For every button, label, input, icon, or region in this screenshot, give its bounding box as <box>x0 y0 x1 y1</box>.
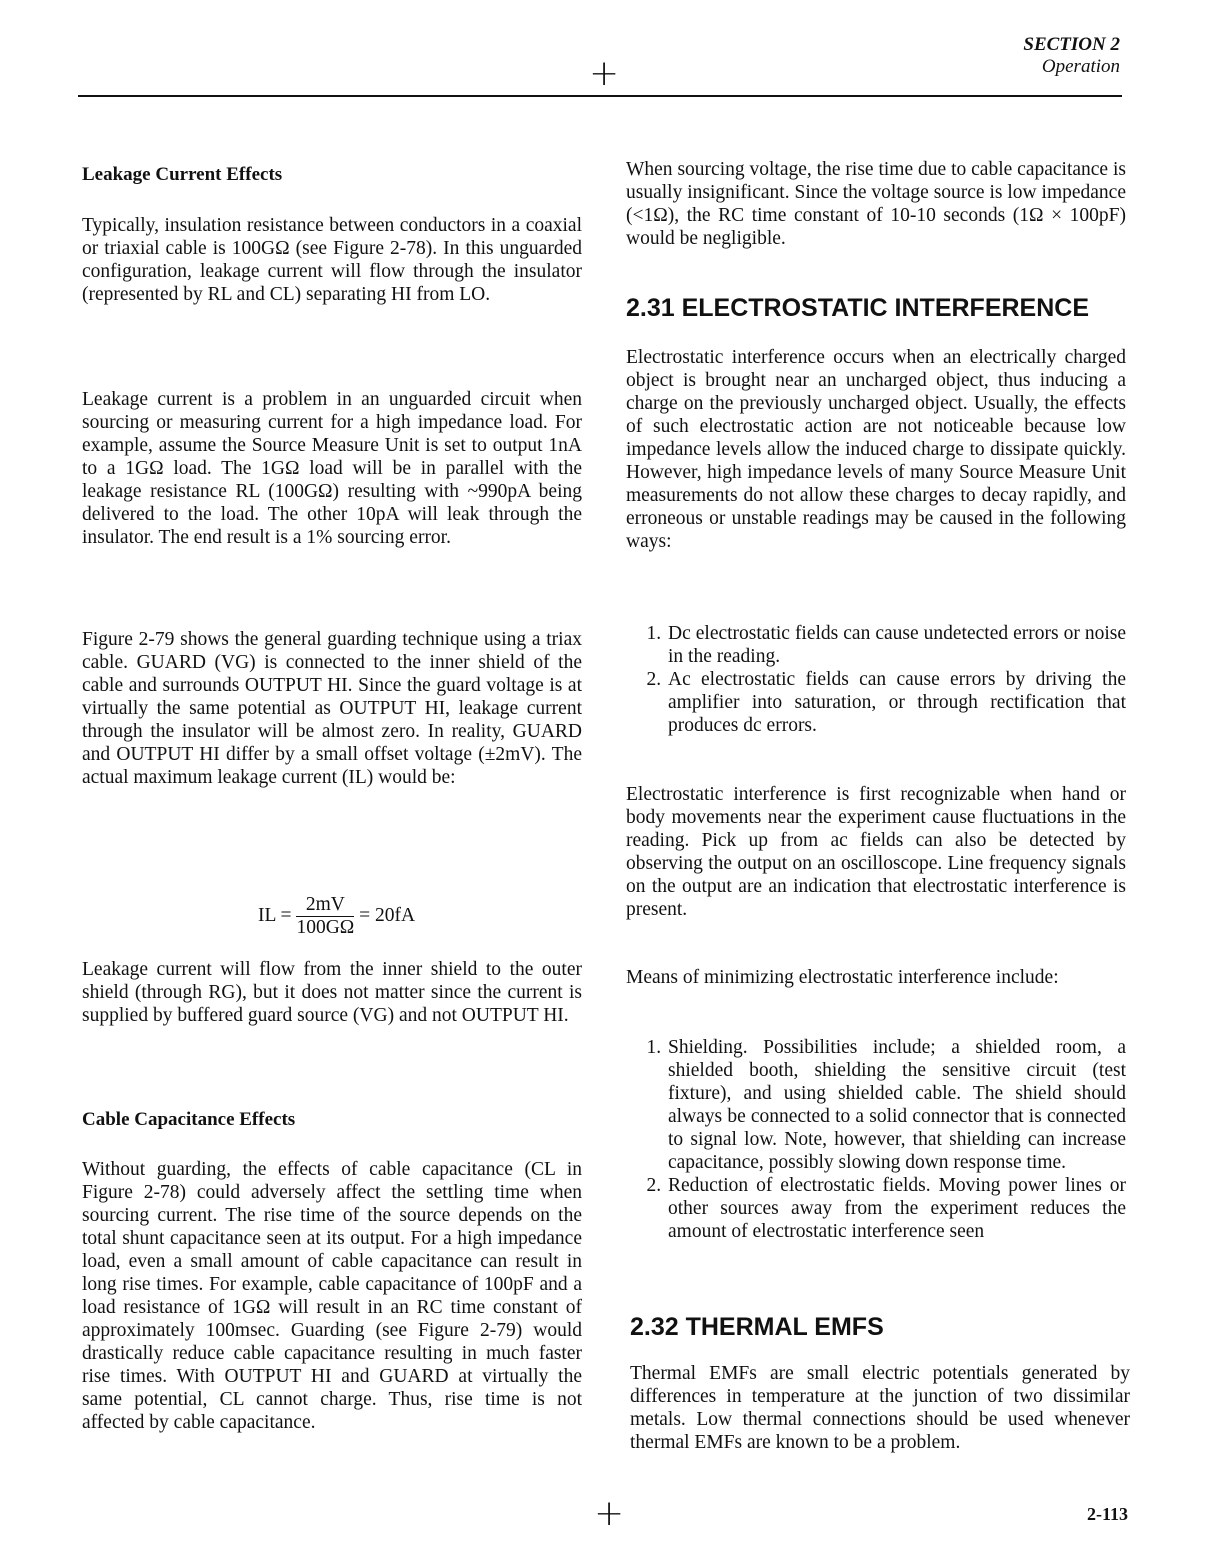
list-item: 1. Shielding. Possibilities include; a shielded room, a shielded booth, shielding the sensitive circuit (test fixture), and using shielded cable. The shield should always be connected to a solid connector that is connected to signal low. Note, however, that shielding can increase capacitance, possibly slowing down response time. <box>666 1036 1126 1174</box>
left-paragraph-2: Leakage current is a problem in an unguarded circuit when sourcing or measuring current for a high impedance load. For example, assume the Source Measure Unit is set to output 1nA to a 1GΩ load. The 1GΩ load will be in parallel with the leakage resistance RL (100GΩ) resulting with ~990pA being delivered to the load. The other 10pA will leak through the insulator. The end result is a 1% sourcing error. <box>82 389 582 548</box>
right-paragraph-2: Electrostatic interference occurs when an electrically charged object is brought near an uncharged object, thus inducing a charge on the previously uncharged object. Usually, the effects of such electrostatic action are not noticeable because low impedance levels allow the induced charge to dissipate quickly. However, high impedance levels of many Source Measure Unit measurements do not allow these charges to decay rapidly, and erroneous or unstable readings may be caused in the following ways: <box>626 347 1126 552</box>
chapter-label: Operation <box>1041 56 1120 77</box>
formula-fraction <box>296 894 354 939</box>
header-rule <box>78 95 1122 97</box>
minimizing-interference-list <box>626 1036 1126 1243</box>
list-item: 1. Dc electrostatic fields can cause undetected errors or noise in the reading. <box>666 622 1126 668</box>
leakage-heading: Leakage Current Effects <box>82 164 283 185</box>
page-number: 2-113 <box>1086 1504 1128 1524</box>
right-paragraph-3: Electrostatic interference is first recognizable when hand or body movements near the experiment cause fluctuations in the reading. Pick up from ac fields can also be detected by observing the output on an oscilloscope. Line frequency signals on the output are an indication that electrostatic interference is present. <box>626 784 1126 920</box>
heading-2-32: 2.32 THERMAL EMFS <box>630 1313 884 1341</box>
electrostatic-effects-list <box>626 622 1126 737</box>
left-paragraph-5: Without guarding, the effects of cable capacitance (CL in Figure 2-78) could adversely affect the settling time when sourcing current. The rise time of the source depends on the total shunt capacitance seen at its output. For a high impedance load, even a small amount of cable capacitance can result in long rise times. For example, cable capacitance of 100pF and a load resistance of 1GΩ will result in an RC time constant of approximately 100msec. Guarding (see Figure 2-79) would drastically reduce cable capacitance resulting in much faster rise times. With OUTPUT HI and GUARD at virtually the same potential, CL cannot charge. Thus, rise time is not affected by cable capacitance. <box>82 1159 582 1433</box>
heading-2-31: 2.31 ELECTROSTATIC INTERFERENCE <box>626 294 1090 322</box>
formula-denominator: 100GΩ <box>296 917 355 938</box>
leakage-formula <box>258 894 415 939</box>
right-paragraph-1: When sourcing voltage, the rise time due to cable capacitance is usually insignificant. Since the voltage source is low impedance (<1Ω), the RC time constant of 10-10 seconds (1Ω × 100pF) would be negligible. <box>626 159 1126 249</box>
left-paragraph-4: Leakage current will flow from the inner shield to the outer shield (through RG), but it does not matter since the current is supplied by buffered guard source (VG) and not OUTPUT HI. <box>82 959 582 1026</box>
list-item: 2. Reduction of electrostatic fields. Moving power lines or other sources away from the experiment reduces the amount of electrostatic interference seen <box>666 1174 1126 1243</box>
registration-mark-top: + <box>589 53 620 94</box>
cable-capacitance-heading: Cable Capacitance Effects <box>82 1109 296 1130</box>
left-paragraph-3: Figure 2-79 shows the general guarding technique using a triax cable. GUARD (VG) is connected to the inner shield of the cable and surrounds OUTPUT HI. Since the guard voltage is at virtually the same potential as OUTPUT HI, leakage current through the insulator will be almost zero. In reality, GUARD and OUTPUT HI differ by a small offset voltage (±2mV). The actual maximum leakage current (IL) would be: <box>82 629 582 788</box>
section-header <box>1023 34 1120 78</box>
registration-mark-bottom: + <box>594 1493 625 1534</box>
formula-numerator: 2mV <box>296 894 354 917</box>
section-label: SECTION 2 <box>1023 34 1120 55</box>
list-item: 2. Ac electrostatic fields can cause errors by driving the amplifier into saturation, or through rectification that produces dc errors. <box>666 668 1126 737</box>
formula-lhs: IL = <box>258 904 292 926</box>
right-paragraph-5: Thermal EMFs are small electric potentials generated by differences in temperature at the junction of two dissimilar metals. Low thermal connections should be used whenever thermal EMFs are known to be a problem. <box>630 1363 1130 1453</box>
left-paragraph-1: Typically, insulation resistance between conductors in a coaxial or triaxial cable is 100GΩ (see Figure 2-78). In this unguarded configuration, leakage current will flow through the insulator (represented by RL and CL) separating HI from LO. <box>82 215 582 305</box>
right-paragraph-4: Means of minimizing electrostatic interference include: <box>626 967 1059 988</box>
formula-rhs: = 20fA <box>359 904 416 926</box>
